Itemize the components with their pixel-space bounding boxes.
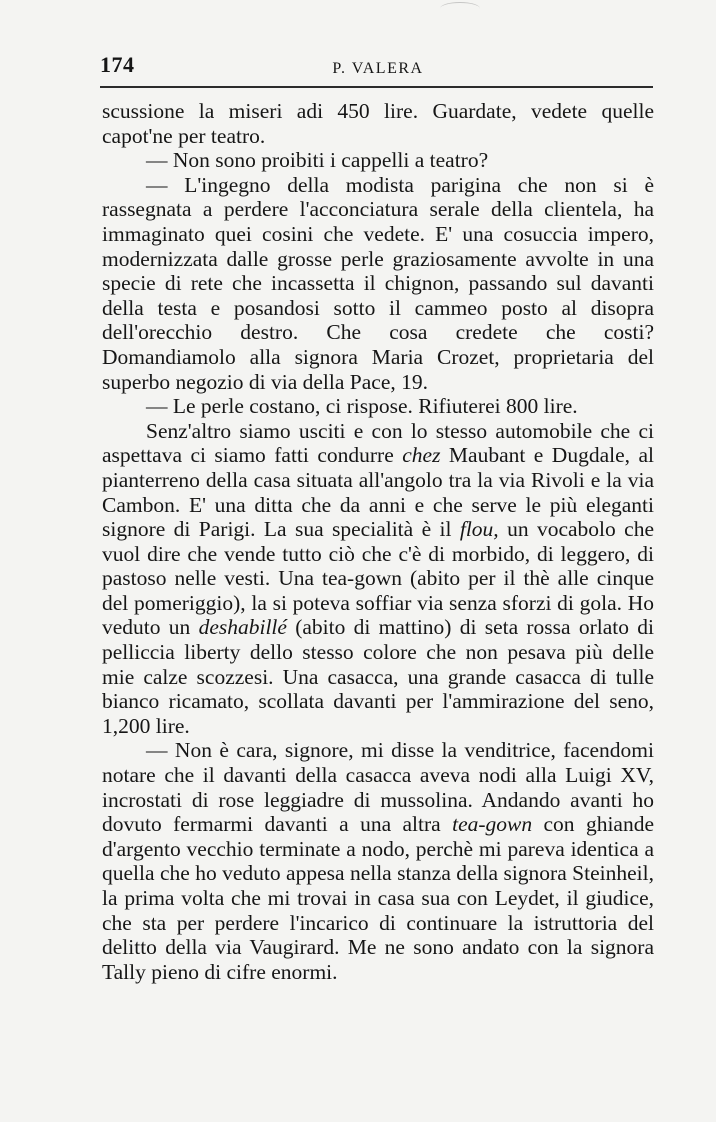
text-run: Maubant e Dugdale, al pianterreno della casa situata all'angolo tra la via Rivoli e la via Cambon. E' una ditta che da anni e che serve le più eleganti signore di Parigi. La sua specialità è il — [102, 443, 655, 542]
italic-term-tea-gown: tea-gown — [452, 812, 533, 837]
body-text — [102, 99, 654, 984]
italic-term-deshabille: deshabillé — [198, 615, 287, 640]
text-run: (abito di mattino) di seta rossa orlato di pelliccia liberty dello stesso colore che non pesava più delle mie calze scozzesi. Una casacca, una grande casacca di tulle bianco ricamato, scollata davanti per l'ammirazione del seno, 1,200 lire. — [102, 615, 654, 738]
page-number: 174 — [100, 52, 135, 77]
paragraph-4: — Le perle costano, ci rispose. Rifiuterei 800 lire. — [146, 394, 578, 419]
italic-term-flou: flou, — [459, 517, 499, 542]
text-run: Senz'altro siamo usciti e con lo stesso automobile che ci aspettava ci siamo fatti condurre — [102, 418, 654, 468]
text-run: — Non è cara, signore, mi disse la venditrice, facendomi notare che il davanti della casacca aveva nodi alla Luigi XV, incrostati di rose leggiadre di mussolina. Andando avanti ho dovuto fermarmi davanti a una altra — [102, 738, 654, 837]
paragraph-1: scussione la miseri adi 450 lire. Guardate, vedete quelle capot'ne per teatro. — [102, 99, 654, 148]
paper-mark — [440, 2, 480, 15]
paragraph-5 — [102, 419, 654, 739]
italic-term-chez: chez — [402, 443, 441, 468]
paragraph-3: — L'ingegno della modista parigina che non si è rassegnata a perdere l'acconciatura serale della clientela, ha immaginato quei cosini che vedete. E' una cosuccia impero, modernizzata dalle grosse perle graziosamente avvolte in una specie di rete che incassetta il chignon, passando sul davanti della testa e posandosi sotto il cammeo posto al disopra dell'orecchio destro. Che cosa credete che costi? Domandiamolo alla signora Maria Crozet, proprietaria del superbo negozio di via della Pace, 19. — [102, 172, 654, 394]
running-head: P. VALERA — [332, 60, 424, 77]
header-rule — [100, 86, 653, 88]
text-run: con ghiande d'argento vecchio terminate a nodo, perchè mi pareva identica a quella che ho veduto appesa nella stanza della signora Steinheil, la prima volta che mi trovai in casa sua con Leydet, il giudice, che sta per perdere l'incarico di continuare la istruttoria del delitto della via Vaugirard. Me ne sono andato con la signora Tally pieno di cifre enormi. — [102, 812, 655, 984]
paragraph-2: — Non sono proibiti i cappelli a teatro? — [146, 148, 489, 173]
text-run: un vocabolo che vuol dire che vende tutto ciò che c'è di morbido, di leggero, di pastoso nelle vesti. Una tea-gown (abito per il thè alle cinque del pomeriggio), la si poteva soffiar via senza sforzi di gola. Ho veduto un — [102, 517, 654, 640]
paragraph-6 — [102, 738, 654, 984]
